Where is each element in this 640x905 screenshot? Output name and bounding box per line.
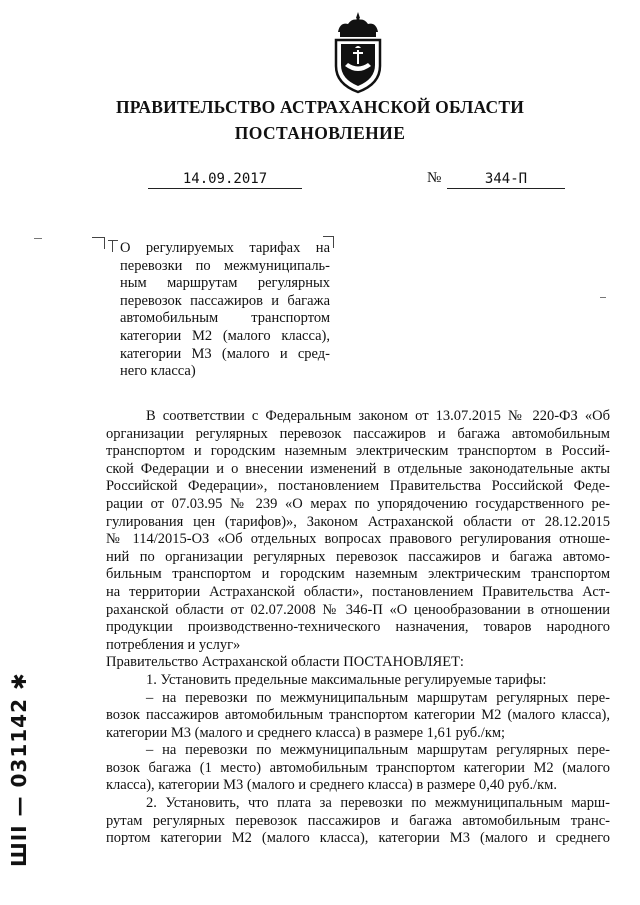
document-type-title: ПОСТАНОВЛЕНИЕ — [234, 123, 406, 143]
document-number: 344-П — [447, 171, 565, 189]
fold-mark — [600, 297, 606, 298]
body-line: раханской области от 02.07.2008 № 346-П «О ценообразовании в отношении — [106, 601, 610, 618]
body-line: категории М3 (малого и среднего класса) в размере 1,61 руб./км; — [106, 724, 506, 741]
body-line: Российской Федерации», постановлением Правительства Российской Феде- — [106, 478, 610, 495]
body-line: № 114/2015-ОЗ «Об отдельных вопросах правового регулирования отноше- — [106, 531, 610, 548]
body-line: класса), категории М3 (малого и среднего класса) в размере 0,40 руб./км. — [106, 777, 557, 794]
body-line: рации от 07.03.95 № 239 «О мерах по упорядочению государственного ре- — [106, 495, 610, 512]
subject-bracket-left — [112, 240, 113, 252]
document-subject — [120, 240, 330, 381]
subject-line: перевозок пассажиров и багажа — [120, 292, 330, 309]
subject-bracket-left — [104, 237, 105, 249]
subject-line: перевозки по межмуниципаль- — [120, 257, 330, 274]
number-label: № — [427, 170, 442, 186]
body-line: ской Федерации и о внесении изменений в отдельные законодательные акты — [106, 460, 610, 477]
organization-title: ПРАВИТЕЛЬСТВО АСТРАХАНСКОЙ ОБЛАСТИ — [115, 97, 525, 117]
body-line: на территории Астраханской области», постановлением Правительства Аст- — [106, 583, 610, 600]
subject-line: категории М2 (малого класса), — [120, 327, 330, 344]
body-line: транспортом и городским наземным электрическим транспортом в Россий- — [106, 443, 610, 460]
body-line: возок пассажиров автомобильным транспортом категории М2 (малого класса), — [106, 707, 610, 724]
subject-line: категории М3 (малого и сред- — [120, 345, 330, 362]
body-line: В соответствии с Федеральным законом от 13.07.2015 № 220-ФЗ «Об — [146, 408, 610, 424]
body-line: бильным транспортом и городским наземным электрическим транспортом — [106, 566, 610, 583]
document-body — [106, 408, 610, 848]
body-line: гулирования цен (тарифов)», Законом Астраханской области от 28.12.2015 — [106, 513, 610, 530]
body-line: потребления и услуг» — [106, 636, 241, 653]
body-line: возок багажа (1 место) автомобильным транспортом категории М2 (малого — [106, 759, 610, 776]
body-line: 1. Установить предельные максимальные регулируемые тарифы: — [146, 671, 547, 688]
subject-line: автомобильным транспортом — [120, 310, 330, 327]
subject-line: него класса) — [120, 363, 196, 380]
body-line: организации регулярных перевозок пассажиров и багажа автомобильным — [106, 425, 610, 442]
body-line: Правительство Астраханской области ПОСТАНОВЛЯЕТ: — [106, 654, 464, 671]
subject-bracket-right — [323, 236, 333, 237]
body-line: – на перевозки по межмуниципальным маршрутам регулярных пере- — [146, 742, 610, 759]
body-line: ний по организации регулярных перевозок пассажиров и багажа автомо- — [106, 548, 610, 565]
astrakhan-coat-of-arms-icon — [330, 10, 386, 94]
subject-bracket-left — [92, 237, 104, 238]
subject-line: О регулируемых тарифах на — [120, 240, 330, 256]
subject-bracket-left — [108, 240, 118, 241]
subject-line: ным маршрутам регулярных — [120, 275, 330, 292]
registration-stamp-text: ШII — 031142 ✱ — [7, 672, 31, 867]
body-line: портом категории М2 (малого класса), категории М3 (малого и среднего — [106, 830, 610, 847]
subject-bracket-right — [333, 236, 334, 248]
body-line: 2. Установить, что плата за перевозки по межмуниципальным марш- — [146, 795, 610, 812]
document-date: 14.09.2017 — [148, 171, 302, 189]
body-line: – на перевозки по межмуниципальным маршрутам регулярных пере- — [146, 689, 610, 706]
registration-stamp — [2, 672, 36, 870]
body-line: рутам регулярных перевозок пассажиров и багажа автомобильным транс- — [106, 812, 610, 829]
fold-mark — [34, 238, 42, 239]
body-line: продукции производственно-технического назначения, товаров народного — [106, 619, 610, 636]
